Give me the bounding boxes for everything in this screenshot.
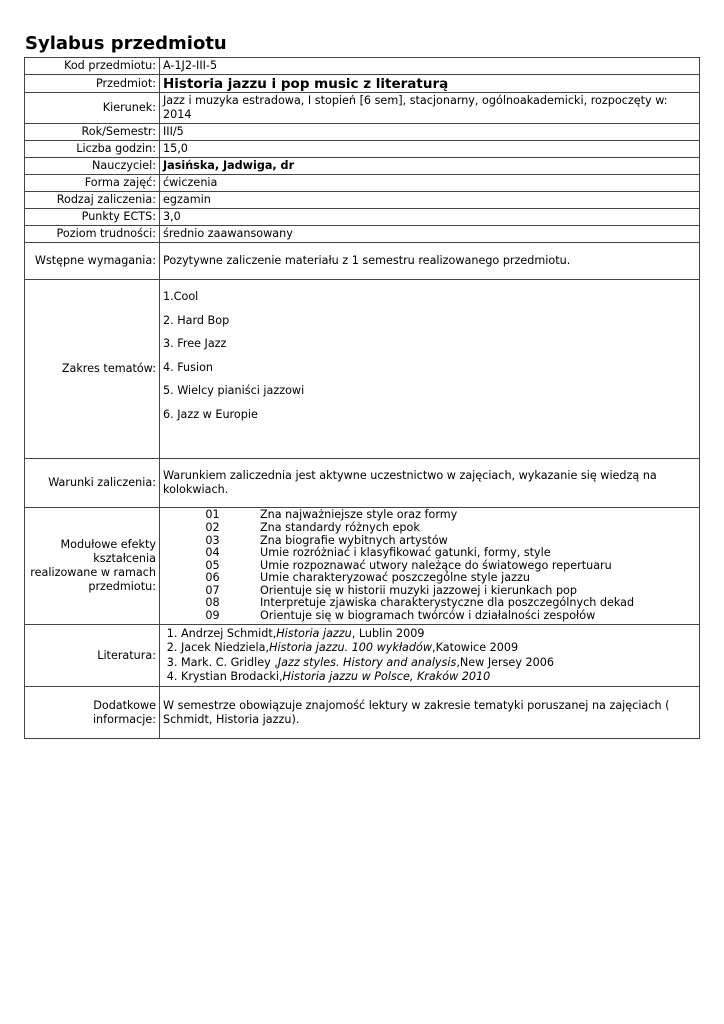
- effect-number: 07: [205, 583, 220, 597]
- value-kierunek: Jazz i muzyka estradowa, I stopień [6 sem], stacjonarny, ogólnoakademicki, rozpoczęty w: 2014: [160, 93, 700, 124]
- value-rodzaj: egzamin: [160, 192, 700, 209]
- label-kod: Kod przedmiotu:: [25, 58, 160, 75]
- label-rok: Rok/Semestr:: [25, 124, 160, 141]
- effect-number: 05: [205, 558, 220, 572]
- value-ects: 3,0: [160, 209, 700, 226]
- effect-item: [163, 509, 696, 522]
- value-wstepne: Pozytywne zaliczenie materiału z 1 semestru realizowanego przedmiotu.: [160, 243, 700, 280]
- value-warunki: Warunkiem zaliczednia jest aktywne uczestnictwo w zajęciach, wykazanie się wiedzą na kolokwiach.: [160, 459, 700, 508]
- effect-text: Zna biografie wybitnych artystów: [260, 533, 448, 547]
- literature-item: [181, 641, 696, 656]
- value-dodatkowe: W semestrze obowiązuje znajomość lektury w zakresie tematyki poruszanej na zajęciach ( Schmidt, Historia jazzu).: [160, 687, 700, 739]
- literature-author: Jacek Niedziela,: [181, 641, 270, 654]
- effect-number: 08: [205, 596, 220, 610]
- row-godziny: [25, 141, 700, 158]
- row-efekty: [25, 508, 700, 625]
- value-godziny: 15,0: [160, 141, 700, 158]
- value-przedmiot: Historia jazzu i pop music z literaturą: [160, 75, 700, 93]
- topic-item: 3. Free Jazz: [163, 337, 227, 351]
- value-kod: A-1J2-III-5: [160, 58, 700, 75]
- literature-rest: ,New Jersey 2006: [456, 655, 554, 669]
- effect-text: Zna standardy różnych epok: [260, 520, 420, 534]
- effect-number: 04: [205, 546, 220, 560]
- label-wstepne: Wstępne wymagania:: [25, 243, 160, 280]
- literature-author: Krystian Brodacki,: [181, 670, 283, 683]
- label-nauczyciel: Nauczyciel:: [25, 158, 160, 175]
- row-zakres: [25, 280, 700, 459]
- label-kierunek: Kierunek:: [25, 93, 160, 124]
- value-rok: III/5: [160, 124, 700, 141]
- literature-item: [181, 656, 696, 671]
- page-title: Sylabus przedmiotu: [25, 33, 227, 54]
- row-ects: [25, 209, 700, 226]
- value-literatura: [160, 625, 700, 687]
- effect-text: Interpretuje zjawiska charakterystyczne dla poszczególnych dekad: [260, 596, 635, 610]
- row-poziom: [25, 226, 700, 243]
- value-poziom: średnio zaawansowany: [160, 226, 700, 243]
- literature-author: Mark. C. Gridley ,: [181, 655, 278, 669]
- label-ects: Punkty ECTS:: [25, 209, 160, 226]
- label-zakres: Zakres tematów:: [25, 280, 160, 459]
- label-godziny: Liczba godzin:: [25, 141, 160, 158]
- effect-text: Umie rozpoznawać utwory należące do światowego repertuaru: [260, 558, 612, 572]
- effect-item: [163, 522, 696, 535]
- topic-item: 2. Hard Bop: [163, 313, 230, 327]
- row-literatura: [25, 625, 700, 687]
- label-przedmiot: Przedmiot:: [25, 75, 160, 93]
- effect-number: 02: [205, 520, 220, 534]
- effect-number: 06: [205, 571, 220, 585]
- effect-text: Orientuje się w biogramach twórców i działalności zespołów: [260, 609, 596, 623]
- topic-item: 1.Cool: [163, 290, 199, 303]
- literature-item: [181, 670, 696, 685]
- literature-list: [163, 627, 696, 685]
- literature-work: Historia jazzu: [276, 626, 352, 640]
- row-kierunek: [25, 93, 700, 124]
- label-forma: Forma zajęć:: [25, 175, 160, 192]
- topic-item: 6. Jazz w Europie: [163, 407, 258, 421]
- row-przedmiot: [25, 75, 700, 93]
- row-dodatkowe: [25, 687, 700, 739]
- effect-number: 01: [205, 508, 220, 522]
- label-warunki: Warunki zaliczenia:: [25, 459, 160, 508]
- row-rok: [25, 124, 700, 141]
- row-wstepne: [25, 243, 700, 280]
- literature-rest: , Lublin 2009: [351, 626, 425, 640]
- literature-work: Historia jazzu. 100 wykładów: [269, 641, 433, 654]
- value-nauczyciel: Jasińska, Jadwiga, dr: [160, 158, 700, 175]
- effect-text: Umie rozróżniać i klasyfikować gatunki, formy, style: [260, 546, 551, 560]
- topic-item: 5. Wielcy pianiści jazzowi: [163, 384, 305, 398]
- effect-item: [163, 547, 696, 560]
- value-efekty: [160, 508, 700, 625]
- label-poziom: Poziom trudności:: [25, 226, 160, 243]
- effect-text: Umie charakteryzować poszczególne style jazzu: [260, 571, 530, 585]
- value-forma: ćwiczenia: [160, 175, 700, 192]
- label-rodzaj: Rodzaj zaliczenia:: [25, 192, 160, 209]
- label-dodatkowe: Dodatkowe informacje:: [25, 687, 160, 739]
- topic-item: 4. Fusion: [163, 360, 214, 374]
- syllabus-table: [24, 57, 700, 739]
- row-forma: [25, 175, 700, 192]
- label-efekty: Modułowe efekty kształcenia realizowane w ramach przedmiotu:: [25, 508, 160, 625]
- effect-text: Orientuje się w historii muzyki jazzowej i kierunkach pop: [260, 583, 577, 597]
- value-zakres: [160, 280, 700, 459]
- literature-work: Historia jazzu w Polsce, Kraków 2010: [282, 670, 491, 683]
- row-nauczyciel: [25, 158, 700, 175]
- label-literatura: Literatura:: [25, 625, 160, 687]
- literature-item: [181, 627, 696, 642]
- literature-rest: ,Katowice 2009: [432, 641, 519, 654]
- literature-author: Andrzej Schmidt,: [181, 626, 277, 640]
- effect-item: [163, 610, 696, 623]
- effect-item: [163, 572, 696, 585]
- row-rodzaj: [25, 192, 700, 209]
- row-kod: [25, 58, 700, 75]
- literature-work: Jazz styles. History and analysis: [277, 655, 457, 669]
- effect-text: Zna najważniejsze style oraz formy: [260, 508, 458, 522]
- effect-number: 03: [205, 533, 220, 547]
- effect-number: 09: [205, 609, 220, 623]
- row-warunki: [25, 459, 700, 508]
